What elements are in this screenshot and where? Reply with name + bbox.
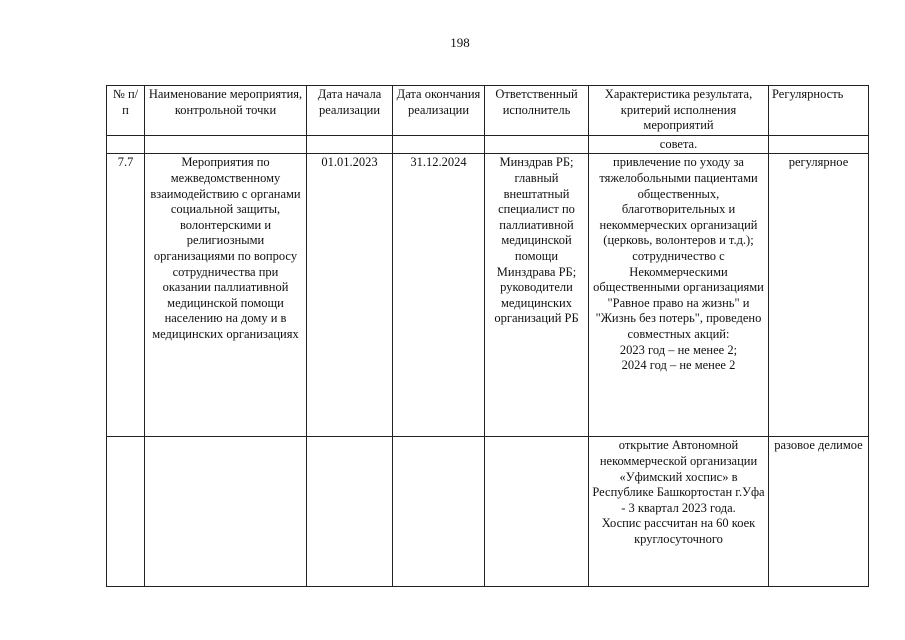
carry-num-cell	[107, 135, 145, 154]
row-result-main: привлечение по уходу за тяжелобольными пациентами общественных, благотворительных и некоммерческих организаций (церковь, волонтеров и т.д.); сотрудничество с Некоммерческими общественными организациями "Равное право на жизнь" и "Жизнь без потерь", проведено совместных акций:	[593, 155, 764, 341]
header-num: № п/п	[107, 86, 145, 136]
header-start-date: Дата начала реализации	[307, 86, 393, 136]
table-row	[107, 154, 869, 437]
next-result-extra: Хоспис рассчитан на 60 коек круглосуточного	[601, 516, 756, 546]
next-name-cell	[145, 437, 307, 587]
page-number: 198	[450, 35, 470, 50]
row-start-date: 01.01.2023	[307, 154, 393, 437]
row-num: 7.7	[107, 154, 145, 437]
carry-responsible-cell	[485, 135, 589, 154]
carry-result-cell: совета.	[589, 135, 769, 154]
header-row	[107, 86, 869, 136]
next-result-main: открытие Автономной некоммерческой организации «Уфимский хоспис» в Республике Башкортостан г.Уфа - 3 квартал 2023 года.	[592, 438, 765, 515]
activities-table	[106, 85, 869, 587]
next-start-cell	[307, 437, 393, 587]
next-num-cell	[107, 437, 145, 587]
row-responsible: Минздрав РБ; главный внештатный специалист по паллиативной медицинской помощи Минздрава РБ; руководители медицинских организаций РБ	[485, 154, 589, 437]
header-responsible: Ответственный исполнитель	[485, 86, 589, 136]
carry-over-row	[107, 135, 869, 154]
header-end-date: Дата окончания реализации	[393, 86, 485, 136]
row-name: Мероприятия по межведомственному взаимодействию с органами социальной защиты, волонтерскими и религиозными организациями по вопросу сотрудничества при оказании паллиативной медицинской помощи населению на дому и в медицинских организациях	[145, 154, 307, 437]
row-result-2023: 2023 год – не менее 2;	[619, 342, 738, 357]
row-result-2024: 2024 год – не менее 2	[621, 358, 736, 373]
next-regularity: разовое делимое	[769, 437, 869, 587]
carry-start-cell	[307, 135, 393, 154]
carry-regularity-cell	[769, 135, 869, 154]
row-end-date: 31.12.2024	[393, 154, 485, 437]
next-result	[589, 437, 769, 587]
next-end-cell	[393, 437, 485, 587]
carry-name-cell	[145, 135, 307, 154]
next-responsible-cell	[485, 437, 589, 587]
header-name: Наименование мероприятия, контрольной точки	[145, 86, 307, 136]
carry-end-cell	[393, 135, 485, 154]
header-result: Характеристика результата, критерий исполнения мероприятий	[589, 86, 769, 136]
table-row	[107, 437, 869, 587]
row-regularity: регулярное	[769, 154, 869, 437]
row-result	[589, 154, 769, 437]
header-regularity: Регулярность	[769, 86, 869, 136]
